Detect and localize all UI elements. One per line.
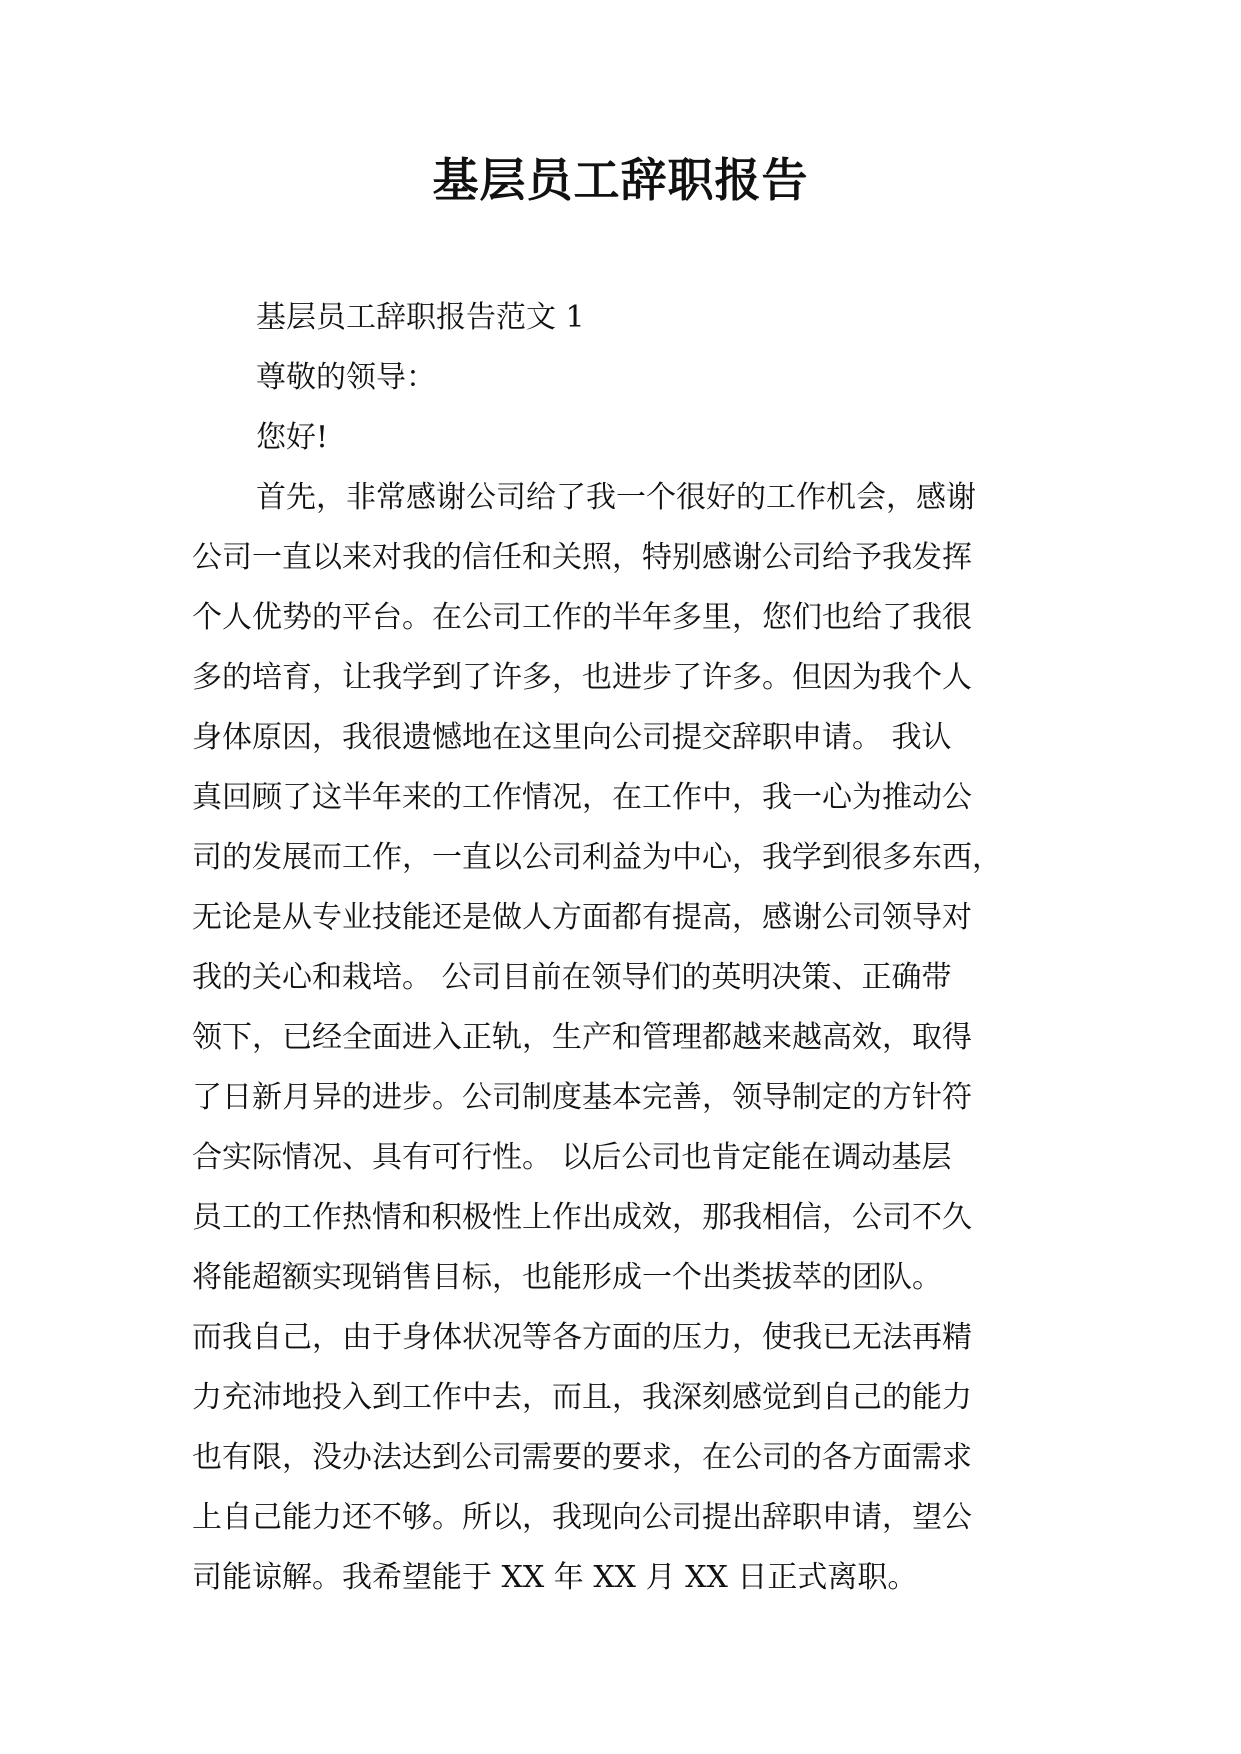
body-line: 员工的工作热情和积极性上作出成效，那我相信，公司不久 [192, 1200, 972, 1235]
salutation-line: 尊敬的领导： [256, 360, 436, 395]
body-line: 无论是从专业技能还是做人方面都有提高，感谢公司领导对 [192, 900, 972, 935]
document-title: 基层员工辞职报告 [432, 153, 809, 207]
body-line: 首先，非常感谢公司给了我一个很好的工作机会，感谢 [256, 480, 976, 515]
body-line: 领下，已经全面进入正轨，生产和管理都越来越高效，取得 [192, 1020, 972, 1055]
body-line: 司的发展而工作，一直以公司利益为中心，我学到很多东西， [192, 840, 1002, 875]
body-line: 个人优势的平台。在公司工作的半年多里，您们也给了我很 [192, 600, 972, 635]
body-line: 也有限，没办法达到公司需要的要求，在公司的各方面需求 [192, 1440, 972, 1475]
body-line: 多的培育，让我学到了许多，也进步了许多。但因为我个人 [192, 660, 972, 695]
body-line: 身体原因，我很遗憾地在这里向公司提交辞职申请。 我认 [192, 720, 952, 755]
body-line: 合实际情况、具有可行性。 以后公司也肯定能在调动基层 [192, 1140, 952, 1175]
body-line: 真回顾了这半年来的工作情况，在工作中，我一心为推动公 [192, 780, 972, 815]
body-line: 将能超额实现销售目标，也能形成一个出类拔萃的团队。 [192, 1260, 942, 1295]
body-line: 力充沛地投入到工作中去，而且，我深刻感觉到自己的能力 [192, 1380, 972, 1415]
body-paragraph [192, 468, 1052, 1608]
document-subtitle: 基层员工辞职报告范文 1 [256, 300, 585, 335]
body-line: 我的关心和栽培。 公司目前在领导们的英明决策、正确带 [192, 960, 952, 995]
greeting-line: 您好! [256, 420, 329, 455]
body-line: 而我自己，由于身体状况等各方面的压力，使我已无法再精 [192, 1320, 972, 1355]
body-line: 上自己能力还不够。所以，我现向公司提出辞职申请，望公 [192, 1500, 972, 1535]
body-line: 了日新月异的进步。公司制度基本完善，领导制定的方针符 [192, 1080, 972, 1115]
body-line: 司能谅解。我希望能于 XX 年 XX 月 XX 日正式离职。 [192, 1560, 918, 1595]
body-line: 公司一直以来对我的信任和关照，特别感谢公司给予我发挥 [192, 540, 972, 575]
